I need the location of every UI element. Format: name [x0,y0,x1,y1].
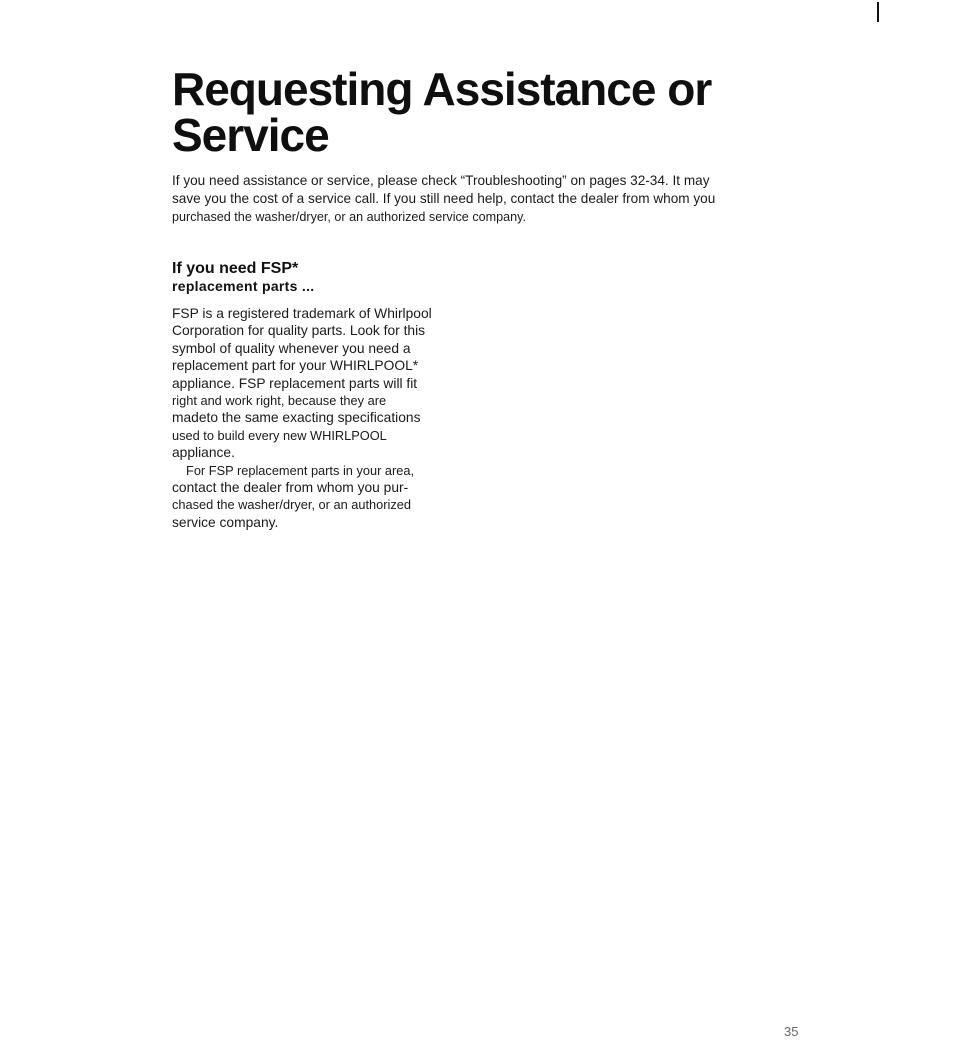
page-title-line-1: Requesting Assistance or [172,63,712,115]
body-line: contact the dealer from whom you pur- [172,480,409,496]
body-line: Corporation for quality parts. Look for this [172,323,426,339]
section-heading-line-1: If you need FSP* [172,260,299,277]
corner-mark [877,2,879,22]
section-heading [172,260,492,295]
body-line: right and work right, because they are [172,393,387,409]
body-line: replacement part for your WHIRLPOOL* [172,358,419,374]
intro-line-2: save you the cost of a service call. If you still need help, contact the dealer from whom you [172,191,716,206]
intro-line-1: If you need assistance or service, please check “Troubleshooting” on pages 32-34. It may [172,173,710,188]
body-line: appliance. [172,445,235,461]
body-line: appliance. FSP replacement parts will fit [172,375,418,391]
body-line: symbol of quality whenever you need a [172,340,411,356]
body-line: For FSP replacement parts in your area, [186,462,415,478]
page-title [172,63,872,161]
page-title-line-2: Service [172,109,329,161]
intro-paragraph [172,172,792,226]
fsp-paragraph [172,305,472,531]
page-number: 35 [784,1024,799,1039]
section-heading-line-2: replacement parts ... [172,278,315,294]
body-line: chased the washer/dryer, or an authorized [172,497,412,513]
body-line: madeto the same exacting specifications [172,410,421,426]
body-line: FSP is a registered trademark of Whirlpool [172,306,432,321]
body-line: used to build every new WHIRLPOOL [172,427,387,443]
intro-line-3: purchased the washer/dryer, or an authorized service company. [172,210,526,224]
body-line: service company. [172,514,279,530]
